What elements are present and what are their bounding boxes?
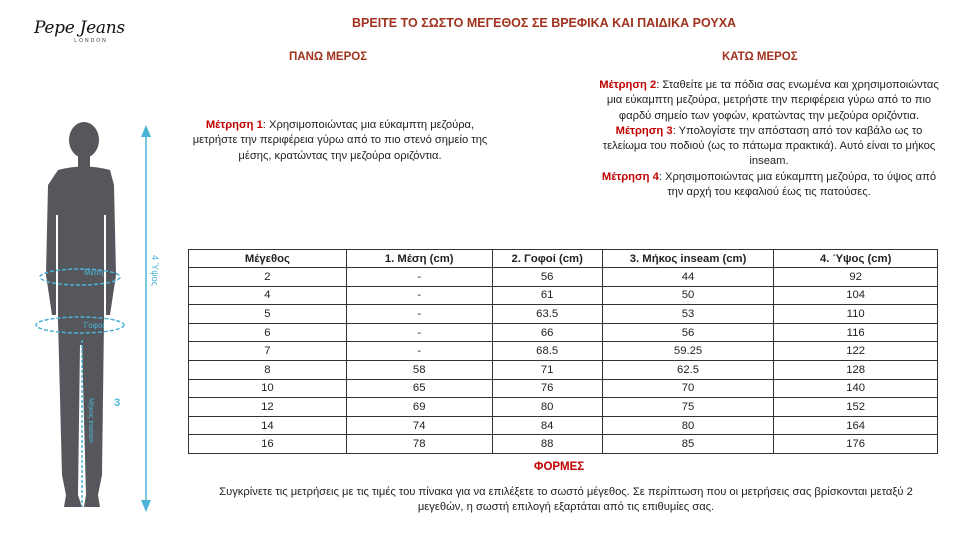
cell-height: 164	[774, 416, 938, 435]
cell-hips: 56	[492, 268, 602, 287]
brand-logo	[34, 18, 134, 44]
cell-hips: 76	[492, 379, 602, 398]
measurement-3-label: Μέτρηση 3	[615, 124, 673, 137]
measurement-4-label: Μέτρηση 4	[601, 170, 659, 183]
cell-size: 14	[189, 416, 347, 435]
cell-waist: 69	[346, 398, 492, 417]
table-row	[189, 435, 938, 454]
cell-inseam: 85	[602, 435, 774, 454]
cell-size: 4	[189, 286, 347, 305]
formes-heading: ΦΟΡΜΕΣ	[534, 461, 585, 473]
cell-hips: 66	[492, 323, 602, 342]
size-table-header	[189, 250, 938, 268]
cell-hips: 84	[492, 416, 602, 435]
cell-hips: 80	[492, 398, 602, 417]
cell-inseam: 44	[602, 268, 774, 287]
measurement-3-body: : Υπολογίστε την απόσταση από τον καβάλο ως το τελείωμα του ποδιού (ως το πάτωμα πρακτικά). Αυτό είναι το μήκος inseam.	[602, 124, 936, 168]
cell-inseam: 62.5	[602, 360, 774, 379]
cell-size: 16	[189, 435, 347, 454]
hips-label: Γοφοί	[84, 321, 105, 330]
cell-height: 128	[774, 360, 938, 379]
measurement-4-text	[594, 170, 944, 201]
cell-size: 7	[189, 342, 347, 361]
measurement-1-text	[190, 118, 490, 164]
cell-hips: 63.5	[492, 305, 602, 324]
cell-hips: 61	[492, 286, 602, 305]
inseam-label: Μήκος inseam	[87, 398, 94, 443]
size-table	[188, 249, 938, 454]
cell-height: 92	[774, 268, 938, 287]
measurement-1-body: : Χρησιμοποιώντας μια εύκαμπτη μεζούρα, μετρήστε την περιφέρεια γύρω από το πιο στενό σημείο της μέσης, κρατώντας την μεζούρα οριζόντια.	[192, 119, 488, 162]
cell-size: 12	[189, 398, 347, 417]
header-hips: 2. Γοφοί (cm)	[492, 250, 602, 268]
top-section-heading: ΠΑΝΩ ΜΕΡΟΣ	[289, 51, 368, 63]
table-row	[189, 360, 938, 379]
cell-waist: 78	[346, 435, 492, 454]
cell-size: 2	[189, 268, 347, 287]
cell-height: 176	[774, 435, 938, 454]
cell-height: 122	[774, 342, 938, 361]
cell-height: 152	[774, 398, 938, 417]
body-measurement-figure	[20, 115, 180, 535]
cell-hips: 68.5	[492, 342, 602, 361]
cell-inseam: 50	[602, 286, 774, 305]
inseam-number: 3	[114, 397, 121, 409]
cell-size: 8	[189, 360, 347, 379]
cell-hips: 88	[492, 435, 602, 454]
cell-waist: 74	[346, 416, 492, 435]
height-guide	[141, 125, 151, 512]
header-inseam: 3. Μήκος inseam (cm)	[602, 250, 774, 268]
table-row	[189, 416, 938, 435]
cell-inseam: 70	[602, 379, 774, 398]
table-row	[189, 286, 938, 305]
table-row	[189, 305, 938, 324]
table-row	[189, 323, 938, 342]
cell-height: 140	[774, 379, 938, 398]
measurement-4-body: : Χρησιμοποιώντας μια εύκαμπτη μεζούρα, το ύψος από την αρχή του κεφαλιού έως τις πατούσες.	[658, 170, 937, 199]
waist-label: Μέση	[84, 268, 104, 277]
cell-waist: -	[346, 268, 492, 287]
comparison-note: Συγκρίνετε τις μετρήσεις με τις τιμές του πίνακα για να επιλέξετε το σωστό μέγεθος. Σε περίπτωση που οι μετρήσεις σας βρίσκονται μεταξύ 2 μεγεθών, η σωστή επιλογή εξαρτάται από τις επιθυμίες σας.	[219, 486, 913, 513]
header-size: Μέγεθος	[189, 250, 347, 268]
cell-inseam: 80	[602, 416, 774, 435]
logo-sub: LONDON	[74, 38, 108, 44]
page-title: ΒΡΕΙΤΕ ΤΟ ΣΩΣΤΟ ΜΕΓΕΘΟΣ ΣΕ ΒΡΕΦΙΚΑ ΚΑΙ ΠΑΙΔΙΚΑ ΡΟΥΧΑ	[352, 16, 737, 30]
header-height: 4. Ύψος (cm)	[774, 250, 938, 268]
cell-hips: 71	[492, 360, 602, 379]
cell-inseam: 59.25	[602, 342, 774, 361]
cell-size: 5	[189, 305, 347, 324]
cell-waist: -	[346, 323, 492, 342]
cell-waist: 65	[346, 379, 492, 398]
cell-size: 6	[189, 323, 347, 342]
logo-name: Pepe Jeans	[34, 18, 125, 38]
cell-inseam: 56	[602, 323, 774, 342]
measurement-3-text	[594, 124, 944, 170]
cell-inseam: 53	[602, 305, 774, 324]
height-label: 4 Ύψος	[150, 255, 160, 286]
table-row	[189, 342, 938, 361]
cell-height: 104	[774, 286, 938, 305]
measurement-2-label: Μέτρηση 2	[599, 79, 657, 91]
cell-height: 116	[774, 323, 938, 342]
cell-waist: -	[346, 305, 492, 324]
cell-size: 10	[189, 379, 347, 398]
bottom-measurements-text	[594, 78, 944, 200]
cell-waist: -	[346, 286, 492, 305]
measurement-2-text	[594, 78, 944, 124]
cell-height: 110	[774, 305, 938, 324]
table-row	[189, 379, 938, 398]
measurement-1-label: Μέτρηση 1	[205, 119, 263, 131]
table-row	[189, 268, 938, 287]
measurement-2-body: : Σταθείτε με τα πόδια σας ενωμένα και χρησιμοποιώντας μια εύκαμπτη μεζούρα, μετρήστε την περιφέρεια γύρω από το πιο φαρδύ σημείο των γοφών, κρατώντας την μεζούρα οριζόντια.	[606, 79, 939, 122]
cell-waist: 58	[346, 360, 492, 379]
bottom-section-heading: ΚΑΤΩ ΜΕΡΟΣ	[722, 51, 798, 63]
child-silhouette	[46, 122, 116, 507]
cell-inseam: 75	[602, 398, 774, 417]
header-waist: 1. Μέση (cm)	[346, 250, 492, 268]
cell-waist: -	[346, 342, 492, 361]
table-row	[189, 398, 938, 417]
